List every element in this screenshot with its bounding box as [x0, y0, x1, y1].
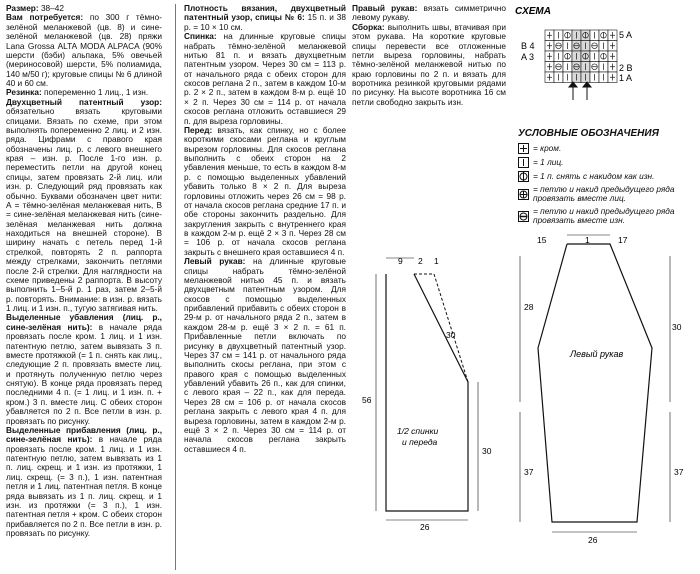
instruction-heading: Двухцветный патентный узор:	[6, 96, 162, 107]
instruction-paragraph	[184, 126, 346, 257]
legend-item	[518, 171, 698, 182]
instruction-heading: Плотность вязания, двухцветный патентный узор, спицы № 6:	[184, 3, 346, 23]
instruction-text: попеременно 1 лиц., 1 изн.	[41, 87, 149, 98]
sleeve-dim-right-lower: 37	[674, 467, 684, 477]
instruction-paragraph	[6, 313, 162, 426]
instruction-heading: Перед:	[184, 124, 213, 135]
row-label-2b: 2 B	[619, 63, 633, 73]
body-dim-side: 30	[482, 446, 492, 456]
instruction-text: по 300 г тёмно-зелёной меланжевой (цв. 8) и сине-зелёной меланжевой (цв. 28) пряжи Lana Grossa ALTA MODA ALPACA (90% шерсти (бэби) альпака, 5% овечьей (мериносовой) шерсти, 5% полиамида, 140 м/50 г); круговые спицы № 6 длиной 40 и 60 см.	[6, 12, 162, 88]
row-label-b4: B 4	[521, 41, 535, 51]
sleeve-dim-right-upper: 30	[672, 322, 682, 332]
body-dim-top-left: 9	[398, 256, 403, 266]
legend-item	[518, 207, 698, 226]
knit-yarnover-icon	[518, 189, 529, 200]
instruction-text: вязать, как спинку, но с более короткими скосами реглана и круглым вырезом горловины. Для скосов реглана выполнить с обеих сторон на 2 убавления меньше, то есть в каждом 8-м р. с помощью выделенных убавлений убавить только 8 × 2 п. Для выреза горловины отложить через 26 см = 98 р. от начала скосов реглана средние 17 п. и обе стороны закончить раздельно. Для закругления закрыть с внутреннего края в каждом 2-м р. ещё 2 × 3 п. Через 28 см = 106 р. от начала скосов реглана закрыть с внешнего края оставшиеся 4 п.	[184, 124, 346, 257]
instruction-heading: Резинка:	[6, 87, 42, 98]
instructions-column-2	[184, 4, 346, 454]
instruction-heading: Левый рукав:	[184, 256, 246, 267]
legend-text: = петлю и накид предыдущего ряда провязать вместе лиц.	[533, 184, 675, 204]
sleeve-dim-top-right: 17	[618, 235, 628, 245]
legend-text: = 1 лиц.	[533, 156, 564, 167]
instruction-text: в начале ряда провязать после кром. 1 лиц. и 1 изн. патентную петлю, затем вывязать 3 п. вместе протяжкой (= 1 п. снять как лиц., следующие 2 п. провязать вместе лиц. и протянуть полученную петлю через снятую). В конце ряда провязать перед последними 4 п. (= 1 лиц. и 1 изн. п. + кром.) 3 п. вместе лиц. С обеих сторон убавляется по 2 п. Все петли в изн. р. провязать по рисунку.	[6, 321, 162, 426]
body-schematic	[356, 248, 506, 570]
body-label-line1: 1/2 спинки	[397, 426, 439, 436]
legend-text: = 1 п. снять с накидом как изн.	[533, 170, 655, 181]
body-dim-height: 56	[362, 395, 372, 405]
sleeve-dim-left-upper: 28	[524, 302, 534, 312]
instruction-heading: Размер:	[6, 3, 39, 13]
body-dim-width: 26	[420, 522, 430, 532]
instruction-heading: Выделенные убавления (лиц. р., сине-зелёная нить):	[6, 312, 162, 332]
stitch-chart	[513, 2, 700, 122]
repeat-arrows	[569, 82, 591, 100]
legend	[518, 128, 698, 229]
body-dim-top-right: 1	[434, 256, 439, 266]
instruction-heading: Сборка:	[352, 21, 385, 32]
instruction-text: 15 п. и 38 р. = 10 × 10 см.	[184, 12, 346, 32]
instruction-heading: Правый рукав:	[352, 3, 418, 13]
legend-item	[518, 143, 698, 154]
sleeve-dim-bottom: 26	[588, 535, 598, 545]
legend-title: УСЛОВНЫЕ ОБОЗНАЧЕНИЯ	[518, 128, 659, 139]
sleeve-dim-left-lower: 37	[524, 467, 534, 477]
body-dim-top-mid: 2	[418, 256, 423, 266]
column-divider	[175, 4, 176, 570]
sleeve-label: Левый рукав	[570, 349, 624, 359]
instruction-paragraph	[352, 4, 506, 23]
instruction-text: на длинные круговые спицы набрать тёмно-зелёной меланжевой нитью 81 п. и вязать двухцветным патентным узором. Через 30 см = 113 р. от начального ряда с обеих сторон для скосов реглана 2 п., затем в каждом 10-м р. 2 × 2 п., затем в каждом 8-м р. ещё 10 × 2 п. Через 30 см = 114 р. от начала скосов реглана отложить оставшиеся 29 п. для выреза горловины.	[184, 31, 346, 126]
instruction-paragraph	[184, 257, 346, 454]
knit-stitch-icon	[518, 157, 529, 168]
instruction-paragraph	[352, 23, 506, 107]
instruction-paragraph	[6, 13, 162, 88]
instruction-paragraph	[184, 4, 346, 32]
instruction-paragraph	[6, 98, 162, 314]
instruction-text: выполнить швы, втачивая при этом рукава. На короткие круговые спицы перевести все отложенные петли выреза горловины, набрать тёмно-зелёной меланжевой нитью по краю горловины по 2 п. и вязать для воротника резинкой круговыми рядами по рисунку. На высоте воротника 16 см петли свободно закрыть изн.	[352, 21, 506, 107]
legend-item	[518, 157, 698, 168]
instruction-text: в начале ряда провязать после кром. 1 лиц. и 1 изн. патентную петлю, затем вывязать из 1 п. лиц. скрещ. и 1 изн. из протяжки, 1 лиц. скрещ. (= 3 п.), 1 изн. патентная петля и 1 лиц. патентная петля. В конце ряда вывязать из 1 п. лиц. скрещ. и 1 изн. из протяжки (= 3 п.), 1 изн. патентная петля + кром. С обеих сторон прибавляется по 2 п. Все петли в изн. р. провязать по рисунку.	[6, 434, 162, 538]
instruction-heading: Вам потребуется:	[6, 12, 84, 23]
legend-text: = кром.	[533, 142, 562, 153]
slip-stitch-icon	[518, 171, 529, 182]
row-label-a3: A 3	[521, 52, 535, 62]
instruction-heading: Спинка:	[184, 31, 217, 42]
body-dim-raglan: 30	[446, 330, 456, 340]
instruction-text: обязательно вязать круговыми спицами. Вязать по схеме, при этом выполнять попеременно 2 лиц. и 2 изн. ряда. Цифрами с правого края обозначены лиц. р. с левого внешнего края – изн. р. После 1-го изн. р. переместить петли на другой конец спицы, затем провязать 2-й лиц. или изн. р. Следующий ряд провязать как обычно. Буквами обозначен цвет нити: А = тёмно-зелёная меланжевая нить, В = сине-зелёная меланжевая нить (сине-зелёная меланжевая нить должна находиться на внешней стороне). В ширину начать с петель перед 1-й стрелкой, повторять 2 п. раппорта между стрелками, закончить петлями после 2-й стрелки. Для наглядности на схеме приведены 2 раппорта. В высоту выполнить 1–5-й р. 1 раз, затем 2–5-й р. повторять. Внимание: в изн. р. вязать 1 лиц. и 1 изн. п., тугую затягивая нить.	[6, 106, 162, 313]
legend-text: = петлю и накид предыдущего ряда провязать вместе изн.	[533, 205, 675, 226]
edge-stitch-icon	[518, 143, 529, 154]
instructions-column-3	[352, 4, 506, 107]
instruction-paragraph	[184, 32, 346, 126]
chart-grid	[545, 30, 617, 83]
row-label-5a: 5 A	[619, 30, 633, 40]
instruction-paragraph	[6, 426, 162, 539]
instruction-text: 38–42	[38, 3, 65, 13]
instruction-text: на длинные круговые спицы набрать тёмно-зелёной меланжевой нитью 45 п. и вязать двухцветным патентным узором. Для скосов с помощью выделенных прибавлений прибавить с обеих сторон в 29-м р. от начального ряда 2 п., затем в каждом 28-м р. ещё 3 × 2 п. = 61 п. Прибавленные петли включать по рисунку в двухцветный патентный узор. Через 37 см = 141 р. от начального ряда выполнить скосы реглана, при этом с правого края с помощью выделенных убавлений убавить 26 п., как для спинки, с левого края – 22 п., как для переда. Через 28 см = 106 р. от начала скосов реглана закрыть с левого края 4 п. для выреза горловины, затем в каждом 2-м р. ещё 3 × 2 п. Через 30 см = 114 р. от начала скосов реглана закрыть оставшиеся 4 п.	[184, 256, 346, 454]
sleeve-dim-top-mid: 1	[585, 235, 590, 245]
sleeve-schematic	[512, 230, 698, 570]
purl-yarnover-icon	[518, 211, 529, 222]
row-label-1a: 1 A	[619, 73, 633, 83]
instruction-text: вязать симметрично левому рукаву.	[352, 3, 506, 23]
scheme-title: СХЕМА	[515, 6, 551, 17]
instruction-heading: Выделенные прибавления (лиц. р., сине-зелёная нить):	[6, 424, 162, 445]
sleeve-dim-top-left: 15	[537, 235, 547, 245]
instructions-column-1	[6, 4, 162, 538]
body-label-line2: и переда	[402, 437, 438, 447]
legend-item	[518, 185, 698, 204]
